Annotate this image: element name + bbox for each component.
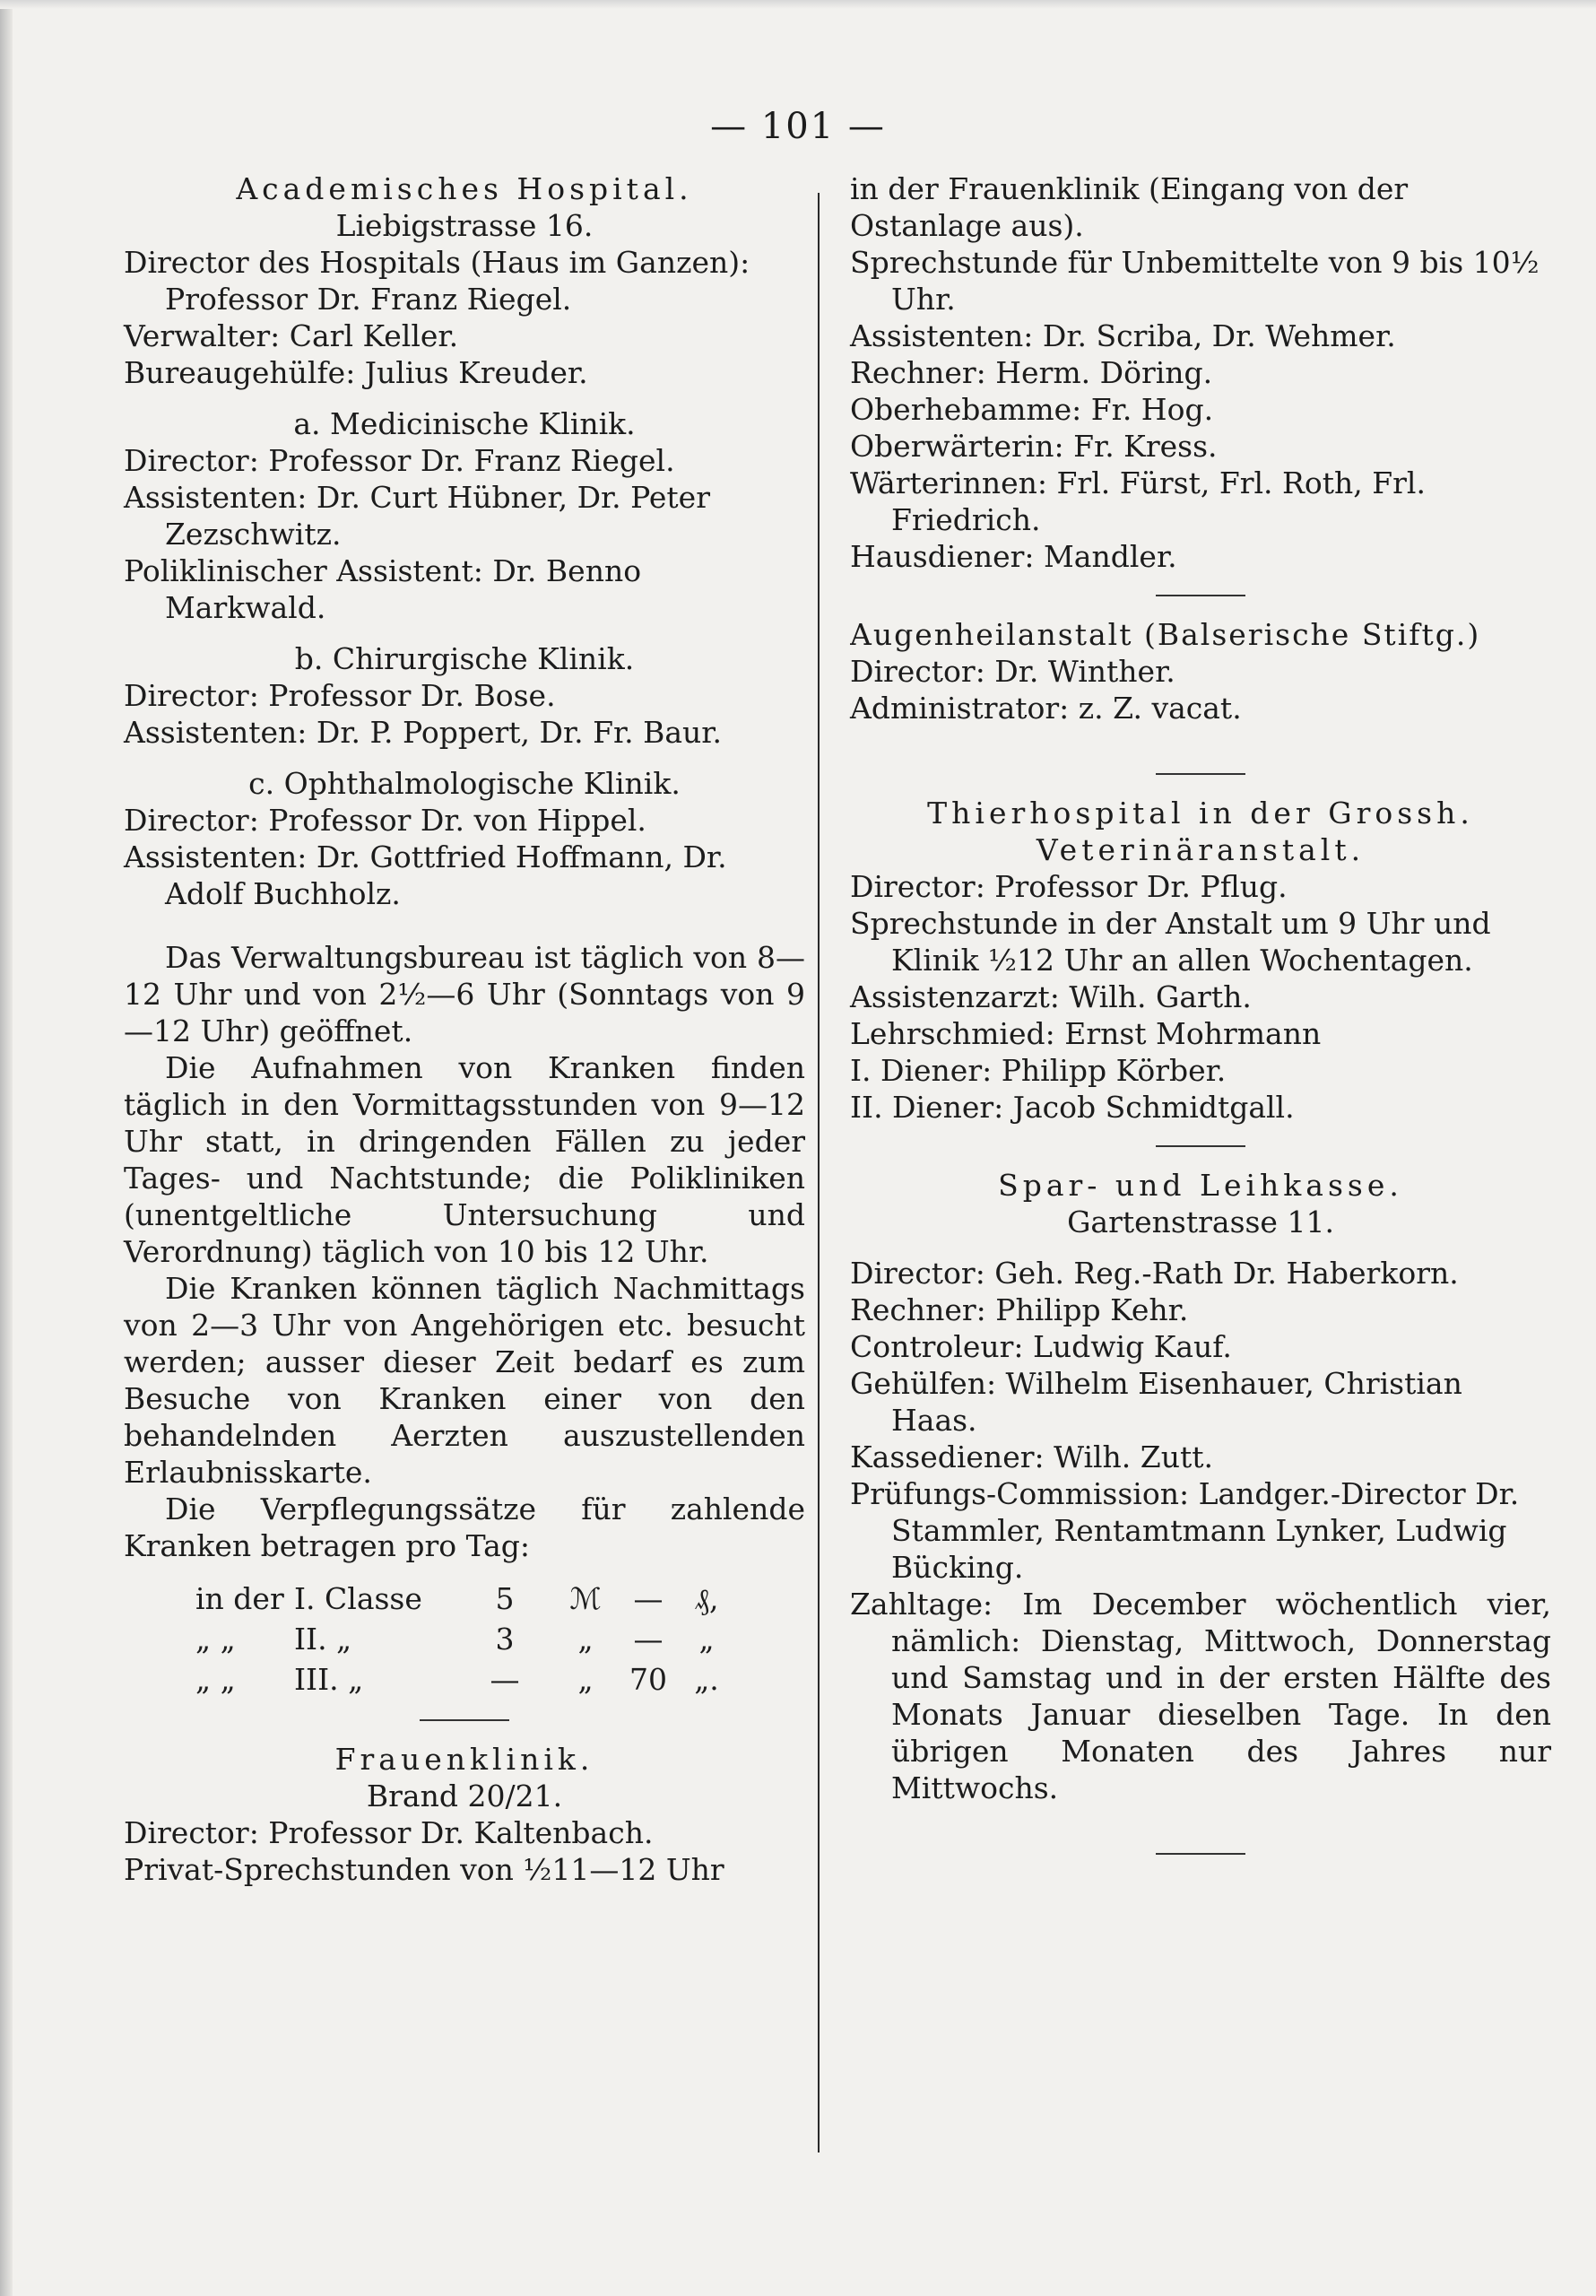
tariff-cell: 3 <box>495 1622 515 1657</box>
page-number: — 101 — <box>710 106 886 147</box>
tariff-cell: 70 <box>629 1662 667 1697</box>
ophthalmologische-klinik-title: c. Ophthalmologische Klinik. <box>248 766 681 801</box>
tariff-cell: „ „ <box>195 1622 236 1657</box>
tariff-row <box>195 1619 733 1659</box>
chirurgische-entry: Assistenten: Dr. P. Poppert, Dr. Fr. Baur. <box>124 715 722 750</box>
chirurgische-entry: Director: Professor Dr. Bose. <box>124 678 556 713</box>
augenheilanstalt-entry: Administrator: z. Z. vacat. <box>850 691 1242 726</box>
tariff-row <box>195 1659 733 1700</box>
tariff-cell: „ „ <box>195 1662 236 1697</box>
sparkasse-entry: Rechner: Philipp Kehr. <box>850 1292 1189 1327</box>
thierhospital-entry: I. Diener: Philipp Körber. <box>850 1053 1227 1088</box>
right-column <box>850 170 1551 1874</box>
tariff-cell: „. <box>694 1662 719 1697</box>
tariff-cell: „ <box>698 1622 715 1657</box>
thierhospital-entry: Lehrschmied: Ernst Mohrmann <box>850 1016 1322 1051</box>
hospital-entry: Director des Hospitals (Haus im Ganzen): Professor Dr. Franz Riegel. <box>124 245 750 317</box>
frauenklinik-cont-entry: Hausdiener: Mandler. <box>850 539 1177 574</box>
frauenklinik-cont-entry: Oberwärterin: Fr. Kress. <box>850 429 1218 464</box>
section-divider <box>1156 595 1245 596</box>
veterinaeranstalt-title: Veterinäranstalt. <box>1036 832 1366 867</box>
tariff-cell: ℳ <box>569 1581 602 1616</box>
tariff-cell: in der <box>195 1581 284 1616</box>
thierhospital-title: Thierhospital in der Grossh. <box>927 796 1474 831</box>
hospital-title: Academisches Hospital. <box>236 171 693 206</box>
frauenklinik-cont-entry: Oberhebamme: Fr. Hog. <box>850 392 1214 427</box>
thierhospital-entry: II. Diener: Jacob Schmidtgall. <box>850 1090 1295 1125</box>
sparkasse-entry: Controleur: Ludwig Kauf. <box>850 1329 1232 1364</box>
paragraph-verpflegung: Die Verpflegungssätze für zahlende Kranken betragen pro Tag: <box>124 1492 805 1563</box>
ophthalmologische-entry: Assistenten: Dr. Gottfried Hoffmann, Dr. Adolf Buchholz. <box>124 839 727 911</box>
page-edge-shadow <box>0 0 13 2296</box>
tariff-cell: III. „ <box>294 1662 364 1697</box>
medicinische-klinik-title: a. Medicinische Klinik. <box>293 406 636 441</box>
sparkasse-address: Gartenstrasse 11. <box>1067 1205 1334 1239</box>
paragraph-verwaltung: Das Verwaltungsbureau ist täglich von 8—12 Uhr und von 2½—6 Uhr (Sonntags von 9—12 Uhr) geöffnet. <box>124 940 805 1048</box>
left-column <box>124 170 805 1888</box>
sparkasse-entry: Director: Geh. Reg.-Rath Dr. Haberkorn. <box>850 1256 1459 1291</box>
frauenklinik-entry: Privat-Sprechstunden von ½11—12 Uhr <box>124 1852 724 1887</box>
section-divider <box>1156 1853 1245 1855</box>
tariff-cell: „ <box>577 1662 594 1697</box>
tariff-table <box>195 1578 733 1700</box>
hospital-entry: Bureaugehülfe: Julius Kreuder. <box>124 355 588 390</box>
hospital-entry: Verwalter: Carl Keller. <box>124 318 459 353</box>
paragraph-besuche: Die Kranken können täglich Nachmittags von 2—3 Uhr von Angehörigen etc. besucht werden; ausser dieser Zeit bedarf es zum Besuche von Kranken einer von den behandelnden Aerzten auszustellenden Erlaubnisskarte. <box>124 1271 805 1490</box>
frauenklinik-cont-entry: Assistenten: Dr. Scriba, Dr. Wehmer. <box>850 318 1396 353</box>
frauenklinik-address: Brand 20/21. <box>366 1779 563 1813</box>
tariff-cell: I. Classe <box>294 1581 422 1616</box>
tariff-cell: — <box>490 1662 520 1697</box>
frauenklinik-entry: Director: Professor Dr. Kaltenbach. <box>124 1815 654 1850</box>
medicinische-entry: Assistenten: Dr. Curt Hübner, Dr. Peter Zezschwitz. <box>124 480 710 552</box>
sparkasse-entry: Prüfungs-Commission: Landger.-Director Dr. Stammler, Rentamtmann Lynker, Ludwig Bücking. <box>850 1476 1520 1585</box>
page-top-shadow <box>0 0 1596 9</box>
frauenklinik-cont-entry: Sprechstunde für Unbemittelte von 9 bis 10½ Uhr. <box>850 245 1540 317</box>
augenheilanstalt-entry: Director: Dr. Winther. <box>850 654 1175 689</box>
medicinische-entry: Director: Professor Dr. Franz Riegel. <box>124 443 675 478</box>
frauenklinik-cont-entry: in der Frauenklinik (Eingang von der Ostanlage aus). <box>850 171 1409 243</box>
tariff-row <box>195 1578 733 1619</box>
paragraph-aufnahmen: Die Aufnahmen von Kranken finden täglich in den Vormittagsstunden von 9—12 Uhr statt, in dringenden Fällen zu jeder Tages- und Nachtstunde; die Polikliniken (unentgeltliche Untersuchung und Verordnung) täglich von 10 bis 12 Uhr. <box>124 1050 805 1269</box>
tariff-cell: — <box>633 1622 664 1657</box>
tariff-cell: — <box>633 1581 664 1616</box>
sparkasse-title: Spar- und Leihkasse. <box>998 1168 1403 1203</box>
hospital-address: Liebigstrasse 16. <box>335 208 594 243</box>
thierhospital-entry: Sprechstunde in der Anstalt um 9 Uhr und Klinik ½12 Uhr an allen Wochentagen. <box>850 906 1491 978</box>
sparkasse-entry: Gehülfen: Wilhelm Eisenhauer, Christian Haas. <box>850 1366 1462 1438</box>
sparkasse-entry: Zahltage: Im December wöchentlich vier, nämlich: Dienstag, Mittwoch, Donnerstag und Samstag und in der ersten Hälfte des Monats Januar dieselben Tage. In den übrigen Monaten des Jahres nur Mittwochs. <box>850 1587 1551 1805</box>
tariff-cell: „ <box>577 1622 594 1657</box>
column-divider <box>818 193 820 2152</box>
thierhospital-entry: Assistenzarzt: Wilh. Garth. <box>850 979 1252 1014</box>
frauenklinik-title: Frauenklinik. <box>334 1742 594 1777</box>
medicinische-entry: Poliklinischer Assistent: Dr. Benno Markwald. <box>124 553 642 625</box>
chirurgische-klinik-title: b. Chirurgische Klinik. <box>294 641 635 676</box>
section-divider <box>420 1719 509 1721</box>
frauenklinik-cont-entry: Wärterinnen: Frl. Fürst, Frl. Roth, Frl. Friedrich. <box>850 465 1426 537</box>
section-divider <box>1156 773 1245 775</box>
thierhospital-entry: Director: Professor Dr. Pflug. <box>850 869 1288 904</box>
tariff-cell: ₰, <box>694 1581 719 1616</box>
augenheilanstalt-title: Augenheilanstalt (Balserische Stiftg.) <box>850 617 1481 652</box>
tariff-cell: 5 <box>495 1581 515 1616</box>
tariff-cell: II. „ <box>294 1622 352 1657</box>
sparkasse-entry: Kassediener: Wilh. Zutt. <box>850 1439 1213 1474</box>
section-divider <box>1156 1145 1245 1147</box>
frauenklinik-cont-entry: Rechner: Herm. Döring. <box>850 355 1213 390</box>
ophthalmologische-entry: Director: Professor Dr. von Hippel. <box>124 803 646 838</box>
